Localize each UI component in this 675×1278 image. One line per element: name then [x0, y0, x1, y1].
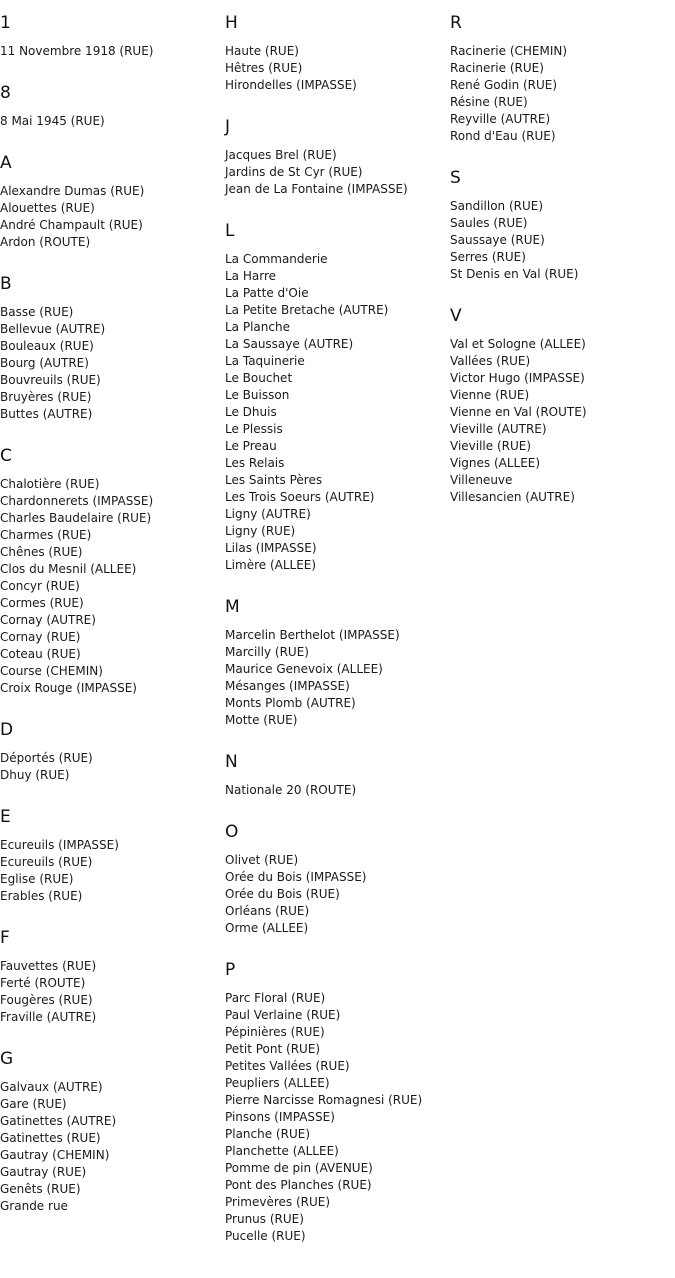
street-list-item[interactable]: Lilas (IMPASSE)	[225, 541, 317, 555]
street-list-item[interactable]: Petites Vallées (RUE)	[225, 1059, 350, 1073]
street-list-item[interactable]: Fauvettes (RUE)	[0, 959, 97, 973]
street-list-item[interactable]: Rond d'Eau (RUE)	[450, 129, 556, 143]
street-list-item[interactable]: Basse (RUE)	[0, 305, 74, 319]
street-list-item[interactable]: Concyr (RUE)	[0, 579, 80, 593]
street-list-item[interactable]: Pomme de pin (AVENUE)	[225, 1161, 373, 1175]
letter-section	[225, 221, 450, 574]
letter-section	[450, 13, 675, 145]
street-list-item[interactable]: Orléans (RUE)	[225, 904, 310, 918]
street-list-item[interactable]: Gautray (CHEMIN)	[0, 1148, 110, 1162]
street-list-item[interactable]: Motte (RUE)	[225, 713, 298, 727]
section-letter-heading: M	[225, 597, 240, 617]
street-list-item[interactable]: Clos du Mesnil (ALLEE)	[0, 562, 137, 576]
street-list-item[interactable]: Fraville (AUTRE)	[0, 1010, 97, 1024]
street-list-item[interactable]: Gautray (RUE)	[0, 1165, 87, 1179]
letter-section	[0, 720, 225, 784]
street-list-item[interactable]: Course (CHEMIN)	[0, 664, 103, 678]
letter-section	[225, 752, 450, 799]
street-list-item[interactable]: Chalotière (RUE)	[0, 477, 100, 491]
street-list-item[interactable]: Reyville (AUTRE)	[450, 112, 551, 126]
street-list-item[interactable]: Bellevue (AUTRE)	[0, 322, 106, 336]
letter-section	[0, 807, 225, 905]
street-list-item[interactable]: 8 Mai 1945 (RUE)	[0, 114, 105, 128]
street-list	[225, 627, 450, 729]
street-list-item[interactable]: Val et Sologne (ALLEE)	[450, 337, 586, 351]
street-list-item[interactable]: Charmes (RUE)	[0, 528, 92, 542]
street-list-item[interactable]: Monts Plomb (AUTRE)	[225, 696, 356, 710]
street-list	[450, 43, 675, 145]
section-letter-heading: A	[0, 153, 12, 173]
street-list-item[interactable]: Jacques Brel (RUE)	[225, 148, 337, 162]
street-list-item[interactable]: Vallées (RUE)	[450, 354, 531, 368]
street-list-item[interactable]: Parc Floral (RUE)	[225, 991, 326, 1005]
street-list-item[interactable]: Maurice Genevoix (ALLEE)	[225, 662, 383, 676]
street-list-item[interactable]: Pinsons (IMPASSE)	[225, 1110, 335, 1124]
street-list-item[interactable]: Ardon (ROUTE)	[0, 235, 91, 249]
street-list-item[interactable]: Saules (RUE)	[450, 216, 528, 230]
street-list-item[interactable]: Pépinières (RUE)	[225, 1025, 325, 1039]
street-list-item[interactable]: Racinerie (RUE)	[450, 61, 544, 75]
street-list-item[interactable]: Bourg (AUTRE)	[0, 356, 89, 370]
street-list	[225, 852, 450, 937]
letter-section	[450, 306, 675, 506]
street-list-item[interactable]: Gatinettes (RUE)	[0, 1131, 101, 1145]
street-list-item[interactable]: Planche (RUE)	[225, 1127, 310, 1141]
street-list-item[interactable]: St Denis en Val (RUE)	[450, 267, 579, 281]
street-list-item[interactable]: Orée du Bois (IMPASSE)	[225, 870, 367, 884]
street-list-item[interactable]: Bouleaux (RUE)	[0, 339, 94, 353]
street-list-item[interactable]: Jardins de St Cyr (RUE)	[225, 165, 363, 179]
street-list-item[interactable]: Vienne (RUE)	[450, 388, 530, 402]
street-list-item[interactable]: Nationale 20 (ROUTE)	[225, 783, 357, 797]
street-list-item[interactable]: Saussaye (RUE)	[450, 233, 545, 247]
section-letter-heading: G	[0, 1049, 14, 1069]
street-list-item[interactable]: Villeneuve	[450, 473, 513, 487]
street-list-item[interactable]: Orme (ALLEE)	[225, 921, 309, 935]
street-list	[225, 251, 450, 574]
street-list-item[interactable]: Ecureuils (IMPASSE)	[0, 838, 119, 852]
street-list-item[interactable]: Coteau (RUE)	[0, 647, 81, 661]
street-list-item[interactable]: Petit Pont (RUE)	[225, 1042, 321, 1056]
street-list-item[interactable]: Galvaux (AUTRE)	[0, 1080, 103, 1094]
street-list	[0, 958, 225, 1026]
letter-section	[0, 83, 225, 130]
street-list-item[interactable]: Victor Hugo (IMPASSE)	[450, 371, 585, 385]
street-list-item[interactable]: Erables (RUE)	[0, 889, 83, 903]
street-list	[450, 336, 675, 506]
letter-section	[0, 13, 225, 60]
street-list-item[interactable]: Charles Baudelaire (RUE)	[0, 511, 152, 525]
street-list-item[interactable]: Racinerie (CHEMIN)	[450, 44, 568, 58]
street-list-item[interactable]: Limère (ALLEE)	[225, 558, 317, 572]
letter-section	[0, 446, 225, 697]
letter-section	[0, 153, 225, 251]
street-list-item[interactable]: Marcilly (RUE)	[225, 645, 309, 659]
street-list	[450, 198, 675, 283]
street-list-item[interactable]: Sandillon (RUE)	[450, 199, 544, 213]
section-letter-heading: C	[0, 446, 12, 466]
street-list	[225, 782, 450, 799]
street-list	[0, 304, 225, 423]
street-list-item[interactable]: Vieville (RUE)	[450, 439, 532, 453]
street-list-item[interactable]: Cornay (AUTRE)	[0, 613, 96, 627]
street-list-item[interactable]: Vignes (ALLEE)	[450, 456, 541, 470]
street-list-item[interactable]: La Patte d'Oie	[225, 286, 309, 300]
street-list-item[interactable]: Marcelin Berthelot (IMPASSE)	[225, 628, 400, 642]
street-list-item[interactable]: 11 Novembre 1918 (RUE)	[0, 44, 154, 58]
street-list-item[interactable]: Le Preau	[225, 439, 277, 453]
street-list-item[interactable]: Le Bouchet	[225, 371, 293, 385]
street-list-item[interactable]: La Taquinerie	[225, 354, 305, 368]
street-list-item[interactable]: Orée du Bois (RUE)	[225, 887, 340, 901]
street-list-item[interactable]: Chardonnerets (IMPASSE)	[0, 494, 154, 508]
street-list	[225, 147, 450, 198]
street-list-item[interactable]: La Harre	[225, 269, 277, 283]
street-list-item[interactable]: Eglise (RUE)	[0, 872, 74, 886]
letter-section	[225, 597, 450, 729]
section-letter-heading: P	[225, 960, 236, 980]
street-list-item[interactable]: Planchette (ALLEE)	[225, 1144, 339, 1158]
street-list-item[interactable]: Le Plessis	[225, 422, 283, 436]
street-list-item[interactable]: Cornay (RUE)	[0, 630, 81, 644]
section-letter-heading: V	[450, 306, 462, 326]
street-list-item[interactable]: Vienne en Val (ROUTE)	[450, 405, 587, 419]
street-index-column-3	[450, 0, 675, 506]
section-letter-heading: O	[225, 822, 239, 842]
section-letter-heading: E	[0, 807, 11, 827]
section-letter-heading: 8	[0, 83, 11, 103]
letter-section	[225, 13, 450, 94]
street-list-item[interactable]: Primevères (RUE)	[225, 1195, 331, 1209]
street-list-item[interactable]: Ferté (ROUTE)	[0, 976, 86, 990]
street-list	[0, 113, 225, 130]
street-list	[0, 837, 225, 905]
street-list-item[interactable]: Jean de La Fontaine (IMPASSE)	[225, 182, 408, 196]
street-list-item[interactable]: Pierre Narcisse Romagnesi (RUE)	[225, 1093, 423, 1107]
street-list-item[interactable]: Bouvreuils (RUE)	[0, 373, 101, 387]
street-list-item[interactable]: La Planche	[225, 320, 290, 334]
letter-section	[0, 274, 225, 423]
street-list-item[interactable]: Dhuy (RUE)	[0, 768, 70, 782]
section-letter-heading: 1	[0, 13, 11, 33]
street-list	[0, 1079, 225, 1215]
street-list-item[interactable]: Mésanges (IMPASSE)	[225, 679, 350, 693]
street-list	[225, 43, 450, 94]
street-list-item[interactable]: La Commanderie	[225, 252, 328, 266]
street-list	[225, 990, 450, 1245]
street-index-column-1	[0, 0, 225, 1215]
street-list-item[interactable]: Pucelle (RUE)	[225, 1229, 306, 1243]
street-list-item[interactable]: Ligny (RUE)	[225, 524, 296, 538]
section-letter-heading: R	[450, 13, 462, 33]
street-list-item[interactable]: Les Trois Soeurs (AUTRE)	[225, 490, 375, 504]
street-list-item[interactable]: Olivet (RUE)	[225, 853, 299, 867]
street-list-item[interactable]: Cormes (RUE)	[0, 596, 84, 610]
letter-section	[0, 928, 225, 1026]
street-list-item[interactable]: Alouettes (RUE)	[0, 201, 95, 215]
section-letter-heading: B	[0, 274, 12, 294]
street-list-item[interactable]: Hirondelles (IMPASSE)	[225, 78, 357, 92]
street-list-item[interactable]: Peupliers (ALLEE)	[225, 1076, 330, 1090]
street-list-item[interactable]: Buttes (AUTRE)	[0, 407, 93, 421]
letter-section	[225, 960, 450, 1245]
street-list	[0, 750, 225, 784]
street-list-item[interactable]: Le Dhuis	[225, 405, 277, 419]
section-letter-heading: H	[225, 13, 238, 33]
street-list-item[interactable]: La Petite Bretache (AUTRE)	[225, 303, 389, 317]
street-list-item[interactable]: Croix Rouge (IMPASSE)	[0, 681, 137, 695]
street-list-item[interactable]: Prunus (RUE)	[225, 1212, 304, 1226]
street-list-item[interactable]: Villesancien (AUTRE)	[450, 490, 575, 504]
street-list-item[interactable]: Le Buisson	[225, 388, 290, 402]
street-list-item[interactable]: Bruyères (RUE)	[0, 390, 92, 404]
street-list-item[interactable]: Les Saints Pères	[225, 473, 323, 487]
street-list	[0, 183, 225, 251]
street-list	[0, 476, 225, 697]
street-list-item[interactable]: Serres (RUE)	[450, 250, 526, 264]
section-letter-heading: L	[225, 221, 235, 241]
street-list-item[interactable]: Paul Verlaine (RUE)	[225, 1008, 341, 1022]
letter-section	[225, 822, 450, 937]
street-list-item[interactable]: Résine (RUE)	[450, 95, 528, 109]
street-list-item[interactable]: Grande rue	[0, 1199, 68, 1213]
street-list-item[interactable]: Gatinettes (AUTRE)	[0, 1114, 117, 1128]
street-list-item[interactable]: Pont des Planches (RUE)	[225, 1178, 372, 1192]
street-index-column-2	[225, 0, 450, 1245]
street-list	[0, 43, 225, 60]
street-list-item[interactable]: Gare (RUE)	[0, 1097, 67, 1111]
street-list-item[interactable]: Genêts (RUE)	[0, 1182, 81, 1196]
street-list-item[interactable]: Fougères (RUE)	[0, 993, 93, 1007]
section-letter-heading: F	[0, 928, 10, 948]
section-letter-heading: S	[450, 168, 461, 188]
street-list-item[interactable]: La Saussaye (AUTRE)	[225, 337, 354, 351]
letter-section	[0, 1049, 225, 1215]
letter-section	[450, 168, 675, 283]
street-list-item[interactable]: André Champault (RUE)	[0, 218, 143, 232]
section-letter-heading: N	[225, 752, 238, 772]
section-letter-heading: D	[0, 720, 14, 740]
street-list-item[interactable]: Les Relais	[225, 456, 285, 470]
street-list-item[interactable]: Vieville (AUTRE)	[450, 422, 547, 436]
street-list-item[interactable]: Haute (RUE)	[225, 44, 299, 58]
street-list-item[interactable]: Déportés (RUE)	[0, 751, 93, 765]
street-list-item[interactable]: Alexandre Dumas (RUE)	[0, 184, 145, 198]
street-list-item[interactable]: Hêtres (RUE)	[225, 61, 303, 75]
street-list-item[interactable]: Ligny (AUTRE)	[225, 507, 311, 521]
street-list-item[interactable]: Ecureuils (RUE)	[0, 855, 93, 869]
street-list-item[interactable]: René Godin (RUE)	[450, 78, 558, 92]
street-list-item[interactable]: Chênes (RUE)	[0, 545, 83, 559]
section-letter-heading: J	[225, 117, 231, 137]
letter-section	[225, 117, 450, 198]
